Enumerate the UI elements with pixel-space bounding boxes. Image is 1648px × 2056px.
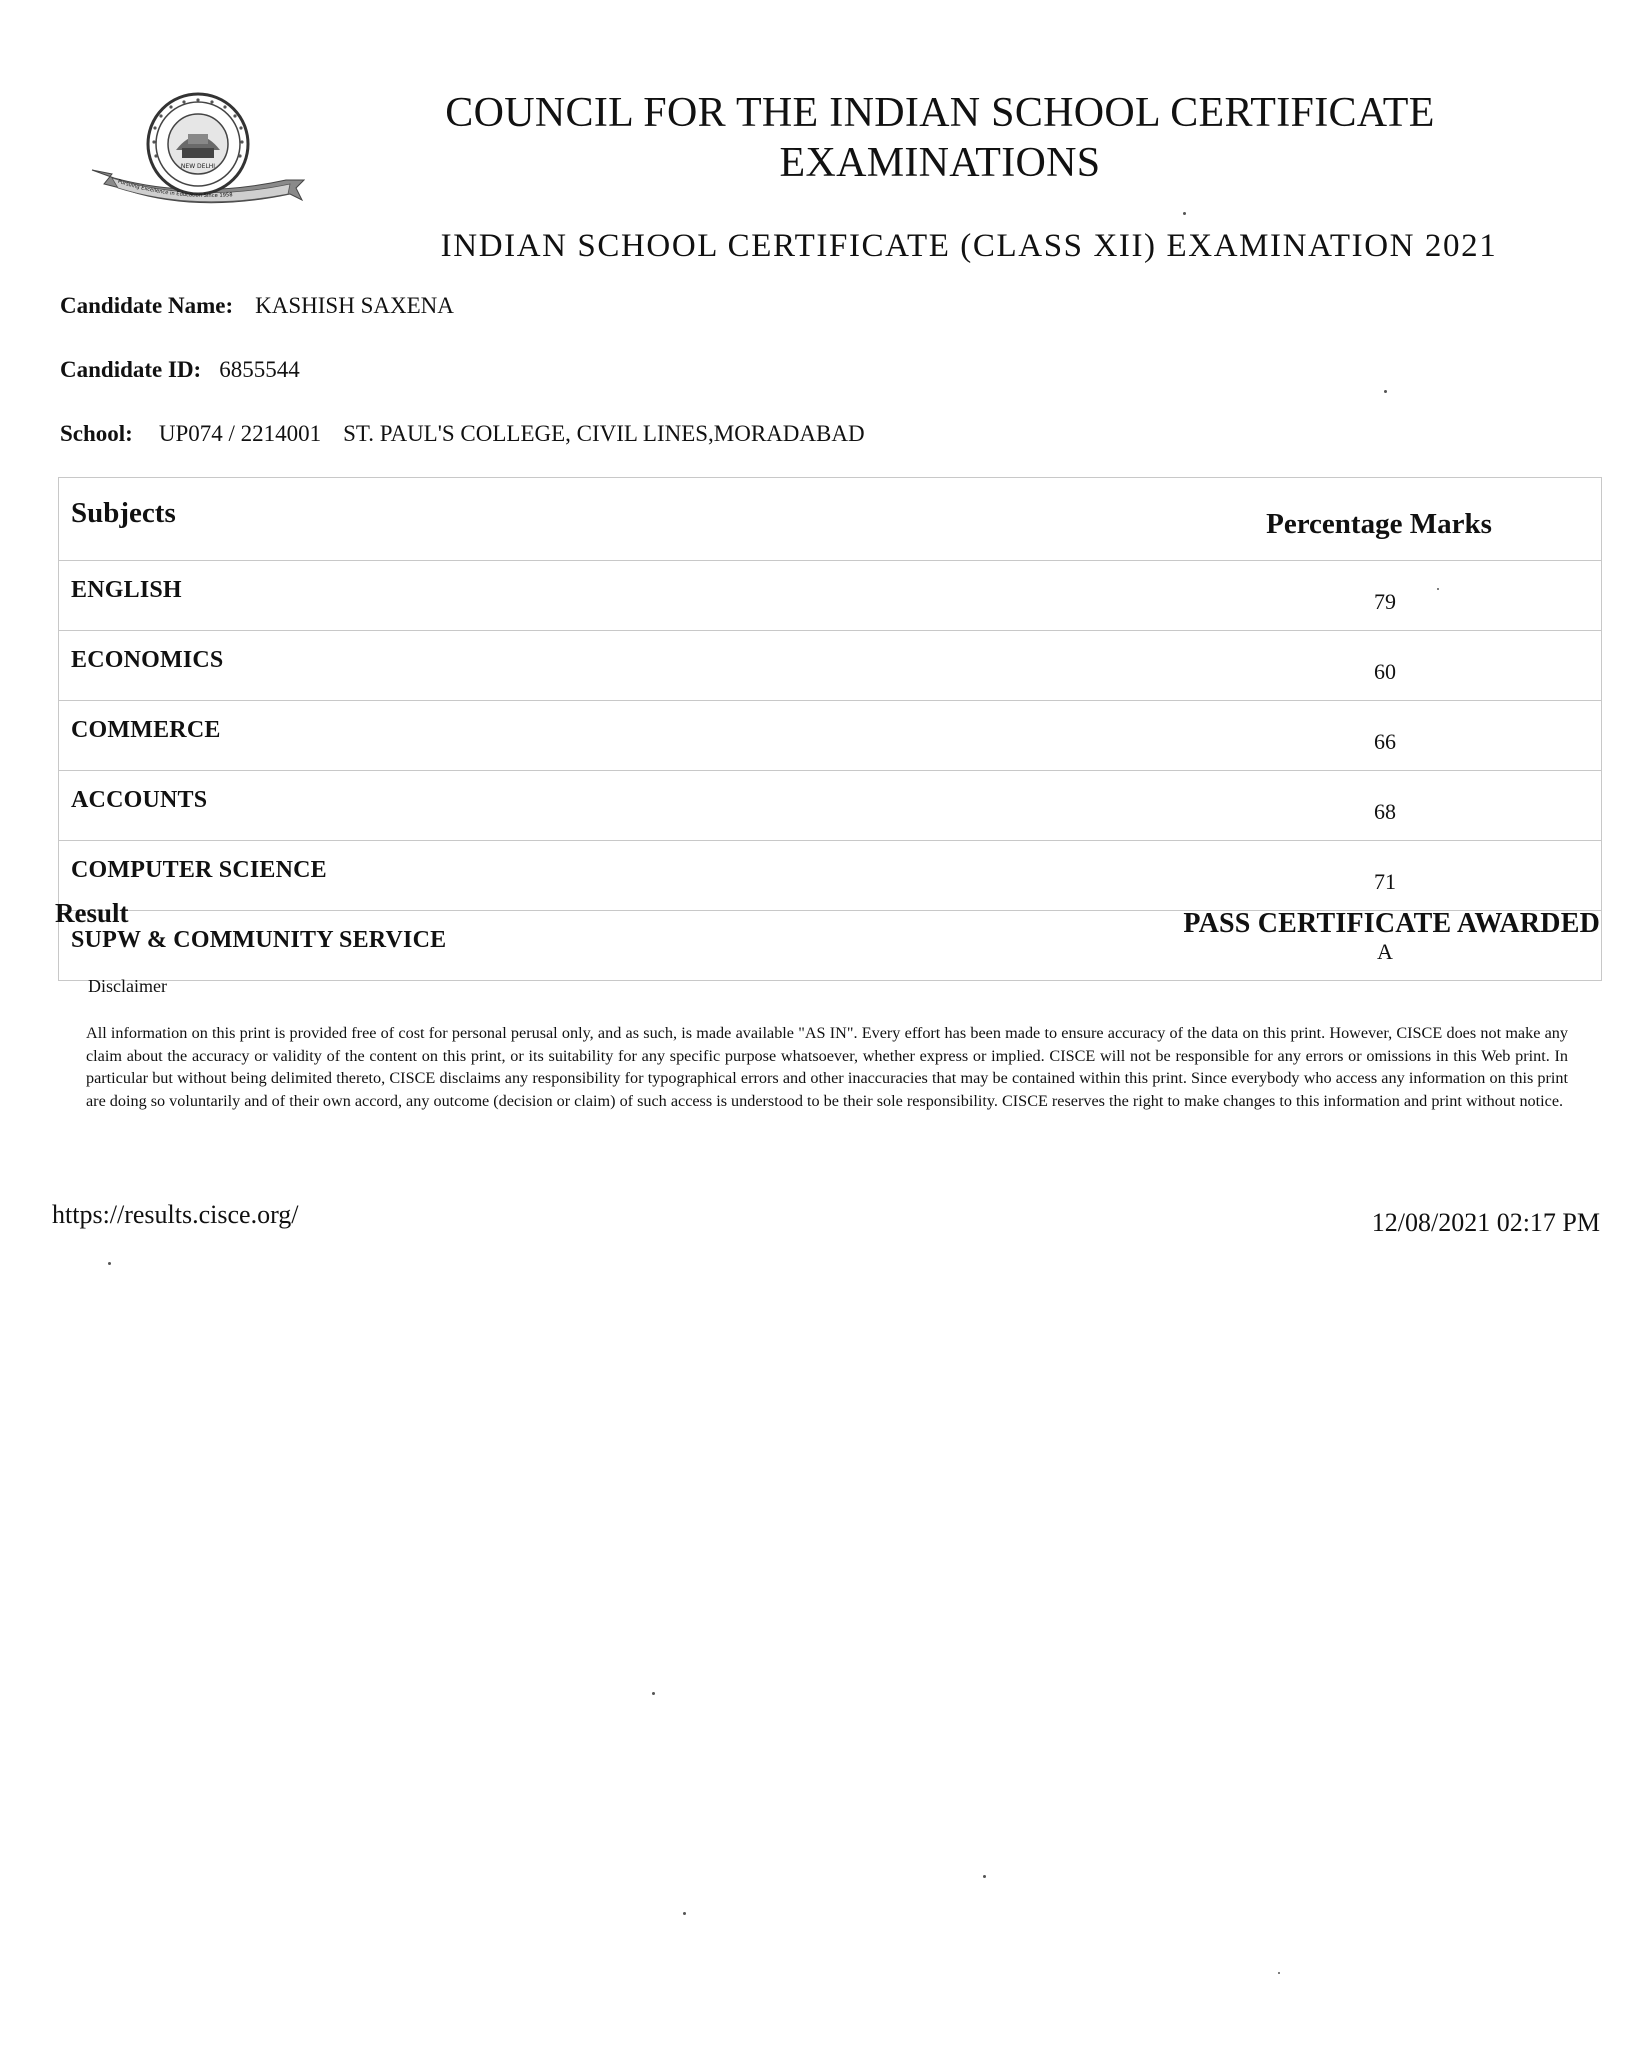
school-label: School: — [60, 421, 133, 446]
footer-url: https://results.cisce.org/ — [52, 1200, 299, 1229]
table-row — [59, 771, 1602, 841]
scan-speck — [652, 1692, 655, 1695]
subject-mark: 66 — [1169, 701, 1602, 771]
subject-mark: 60 — [1169, 631, 1602, 701]
subject-name: SUPW & COMMUNITY SERVICE — [59, 911, 1170, 981]
scan-speck — [1278, 1972, 1280, 1974]
candidate-id-value: 6855544 — [219, 357, 300, 382]
school-row — [60, 421, 865, 447]
subject-mark: 68 — [1169, 771, 1602, 841]
table-row — [59, 701, 1602, 771]
candidate-name-row — [60, 293, 454, 319]
subject-name: ECONOMICS — [59, 631, 1170, 701]
subject-mark: A — [1169, 911, 1602, 981]
exam-title: INDIAN SCHOOL CERTIFICATE (CLASS XII) EXAMINATION 2021 — [440, 228, 1498, 264]
subject-mark: 79 — [1169, 561, 1602, 631]
result-value: PASS CERTIFICATE AWARDED — [1183, 908, 1600, 939]
table-row — [59, 631, 1602, 701]
cisce-emblem-icon — [90, 92, 305, 212]
subject-name: COMMERCE — [59, 701, 1170, 771]
marks-table-header — [59, 478, 1602, 561]
disclaimer-title: Disclaimer — [88, 976, 167, 996]
footer-timestamp: 12/08/2021 02:17 PM — [1371, 1208, 1600, 1237]
marks-table — [58, 477, 1602, 981]
scan-speck — [1183, 212, 1186, 215]
candidate-id-row — [60, 357, 300, 383]
subjects-header: Subjects — [59, 478, 1170, 561]
result-label: Result — [55, 898, 129, 928]
table-row — [59, 841, 1602, 911]
logo-text: NEW DELHI — [180, 163, 216, 170]
scan-speck — [683, 1912, 686, 1915]
candidate-id-label: Candidate ID: — [60, 357, 202, 382]
candidate-name-value: KASHISH SAXENA — [255, 293, 454, 318]
logo-ribbon-text: Pursuing Excellence in Education Since 1958 — [116, 178, 233, 199]
subject-mark: 71 — [1169, 841, 1602, 911]
subject-name: ENGLISH — [59, 561, 1170, 631]
scan-speck — [108, 1262, 111, 1265]
subject-name: ACCOUNTS — [59, 771, 1170, 841]
school-code: UP074 / 2214001 — [158, 421, 322, 446]
disclaimer-text: All information on this print is provided free of cost for personal perusal only, and as such, is made available "AS IN". Every effort has been made to ensure accuracy of the data on this print. However, CISCE does not make any claim about the accuracy or validity of the content on this print, or its suitability for any specific purpose whatsoever, whether express or implied. CISCE will not be responsible for any errors or omissions in this Web print. In particular but without being delimited thereto, CISCE disclaims any responsibility for typographical errors and other inaccuracies that may be contained within this print. Since everybody who access any information on this print are doing so voluntarily and of their own accord, any outcome (decision or claim) of such access is understood to be their sole responsibility. CISCE reserves the right to make changes to this information and print without notice. — [86, 1024, 1568, 1110]
subject-name: COMPUTER SCIENCE — [59, 841, 1170, 911]
candidate-name-label: Candidate Name: — [60, 293, 234, 318]
scan-speck — [1384, 390, 1387, 393]
council-title-line2: EXAMINATIONS — [779, 140, 1101, 186]
scan-speck — [983, 1875, 986, 1878]
table-row — [59, 561, 1602, 631]
council-title — [420, 88, 1460, 188]
percentage-marks-header: Percentage Marks — [1169, 478, 1602, 561]
school-name: ST. PAUL'S COLLEGE, CIVIL LINES,MORADABAD — [343, 421, 865, 446]
council-title-line1: COUNCIL FOR THE INDIAN SCHOOL CERTIFICATE — [445, 90, 1435, 136]
scan-speck — [1437, 588, 1439, 590]
